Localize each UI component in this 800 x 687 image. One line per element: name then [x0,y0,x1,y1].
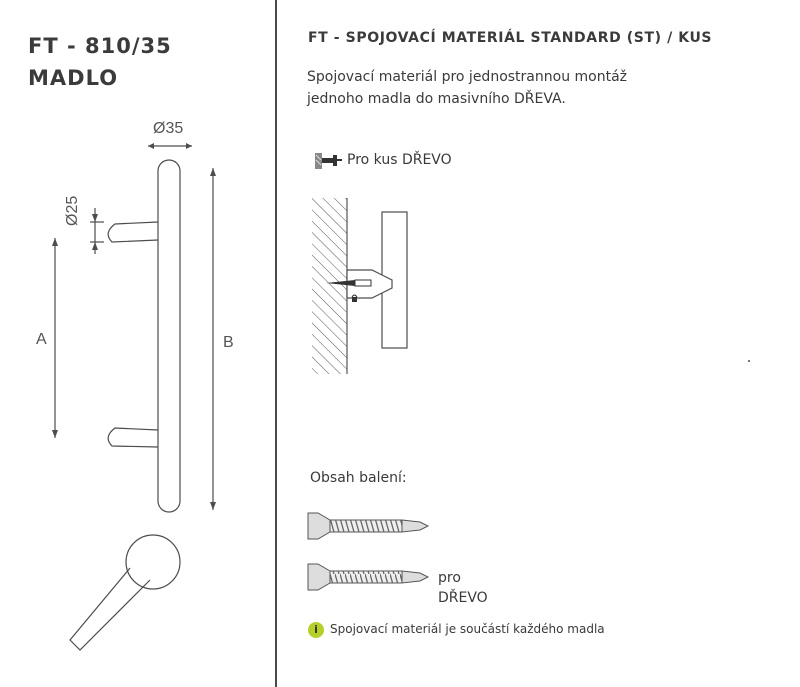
screw-2 [308,564,428,590]
screw-label [438,568,488,608]
package-title: Obsah balení: [310,470,407,486]
dim-label-d35: Ø35 [153,120,184,137]
product-name: MADLO [28,66,119,90]
info-icon: i [308,622,324,638]
dim-label-b: B [223,334,234,351]
mounting-heading: FT - SPOJOVACÍ MATERIÁL STANDARD (ST) / KUS [308,30,713,46]
screw-1 [308,513,428,539]
product-code: FT - 810/35 [28,34,172,58]
description-line-1: Spojovací materiál pro jednostrannou montáž [307,69,628,85]
description-line-2: jednoho madla do masivního DŘEVA. [307,91,566,107]
screw-label-line-1: pro [438,570,461,586]
note-text: Spojovací materiál je součástí každého madla [330,622,605,636]
dim-label-d25: Ø25 [64,195,81,226]
screw-label-line-2: DŘEVO [438,590,488,606]
legend-label: Pro kus DŘEVO [347,152,452,168]
dim-label-a: A [36,331,47,348]
